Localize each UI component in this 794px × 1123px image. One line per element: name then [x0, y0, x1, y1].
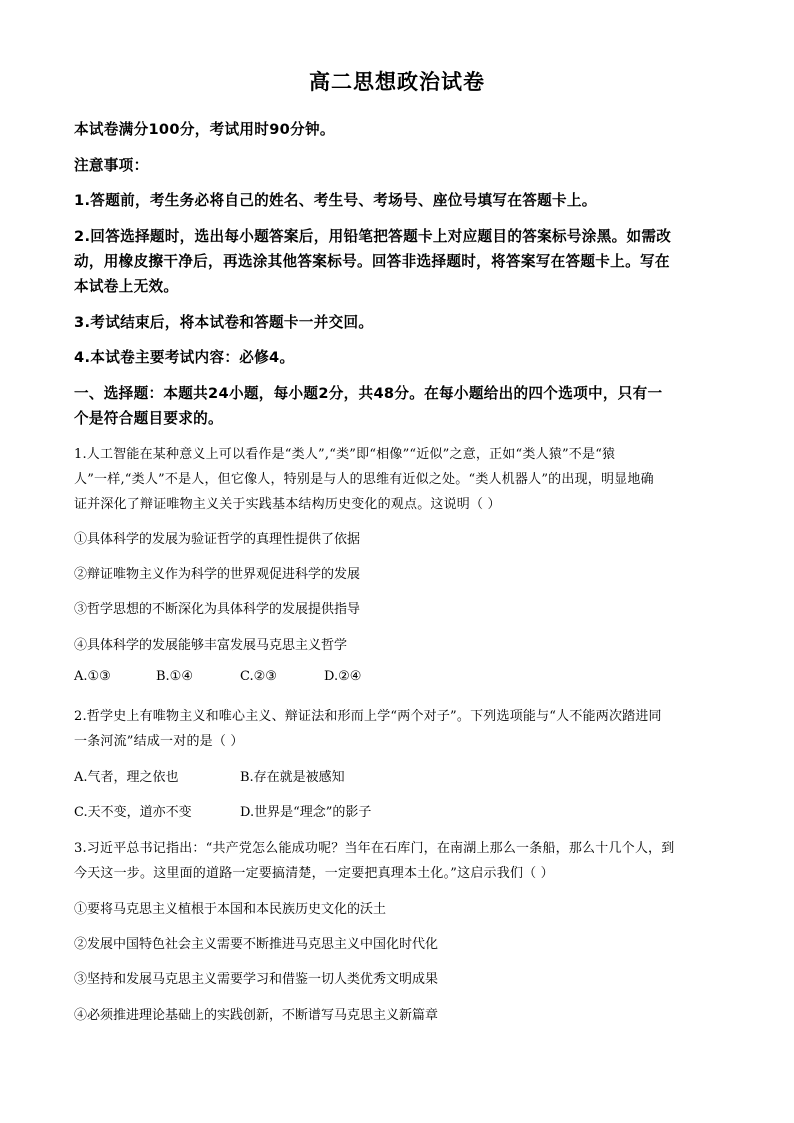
question-1-stem: 人”一样,“类人”不是人，但它像人，特别是与人的思维有近似之处。“类人机器人”的出现，明显地确	[74, 472, 654, 487]
question-2-stem: 一条河流”结成一对的是（ ）	[74, 734, 244, 749]
question-1-item: ③哲学思想的不断深化为具体科学的发展提供指导	[74, 602, 361, 617]
choice-c[interactable]: C.②③	[240, 669, 277, 684]
question-1-stem: 1.人工智能在某种意义上可以看作是“类人”,“类”即“相像”“近似”之意，正如“类人猿”不是“猿	[74, 447, 616, 462]
notice-line: 4.本试卷主要考试内容：必修4。	[74, 349, 295, 366]
page-title: 高二思想政治试卷	[309, 70, 485, 94]
notice-line: 1.答题前，考生务必将自己的姓名、考生号、考场号、座位号填写在答题卡上。	[74, 192, 597, 209]
question-1-item: ①具体科学的发展为验证哲学的真理性提供了依据	[74, 532, 361, 547]
question-2-choices-row1	[74, 766, 345, 785]
choice-b[interactable]: B.存在就是被感知	[240, 770, 345, 785]
intro-text: 本试卷满分100分，考试用时90分钟。	[74, 121, 335, 138]
notice-line: 本试卷上无效。	[74, 278, 179, 295]
choice-c[interactable]: C.天不变，道亦不变	[74, 805, 192, 820]
notice-heading: 注意事项：	[74, 157, 149, 174]
question-3-stem: 3.习近平总书记指出：“共产党怎么能成功呢？当年在石库门，在南湖上那么一条船，那么十几个人，到	[74, 841, 675, 856]
choice-b[interactable]: B.①④	[156, 669, 193, 684]
question-3-stem: 今天这一步。这里面的道路一定要搞清楚，一定要把真理本土化。”这启示我们（ ）	[74, 866, 554, 881]
question-1-item: ②辩证唯物主义作为科学的世界观促进科学的发展	[74, 567, 361, 582]
choice-d[interactable]: D.②④	[324, 669, 362, 684]
question-1-item: ④具体科学的发展能够丰富发展马克思主义哲学	[74, 638, 348, 653]
section-heading: 一、选择题：本题共24小题，每小题2分，共48分。在每小题给出的四个选项中，只有一	[74, 385, 663, 402]
notice-line: 3.考试结束后，将本试卷和答题卡一并交回。	[74, 314, 374, 331]
question-3-item: ②发展中国特色社会主义需要不断推进马克思主义中国化时代化	[74, 937, 439, 952]
question-1-choices	[74, 669, 361, 684]
question-2-stem: 2.哲学史上有唯物主义和唯心主义、辩证法和形而上学“两个对子”。下列选项能与“人不能两次踏进同	[74, 709, 662, 724]
question-2-choices-row2	[74, 801, 371, 820]
choice-d[interactable]: D.世界是“理念”的影子	[240, 805, 372, 820]
notice-line: 动，用橡皮擦干净后，再选涂其他答案标号。回答非选择题时，将答案写在答题卡上。写在	[74, 253, 670, 270]
question-3-item: ④必须推进理论基础上的实践创新，不断谱写马克思主义新篇章	[74, 1008, 439, 1023]
question-1-stem: 证并深化了辩证唯物主义关于实践基本结构历史变化的观点。这说明（ ）	[74, 497, 501, 512]
section-heading: 个是符合题目要求的。	[74, 410, 223, 427]
notice-line: 2.回答选择题时，选出每小题答案后，用铅笔把答题卡上对应题目的答案标号涂黑。如需改	[74, 228, 672, 245]
choice-a[interactable]: A.①③	[74, 669, 111, 684]
question-3-item: ③坚持和发展马克思主义需要学习和借鉴一切人类优秀文明成果	[74, 972, 439, 987]
choice-a[interactable]: A.气者，理之依也	[74, 770, 179, 785]
question-3-item: ①要将马克思主义植根于本国和本民族历史文化的沃土	[74, 902, 387, 917]
